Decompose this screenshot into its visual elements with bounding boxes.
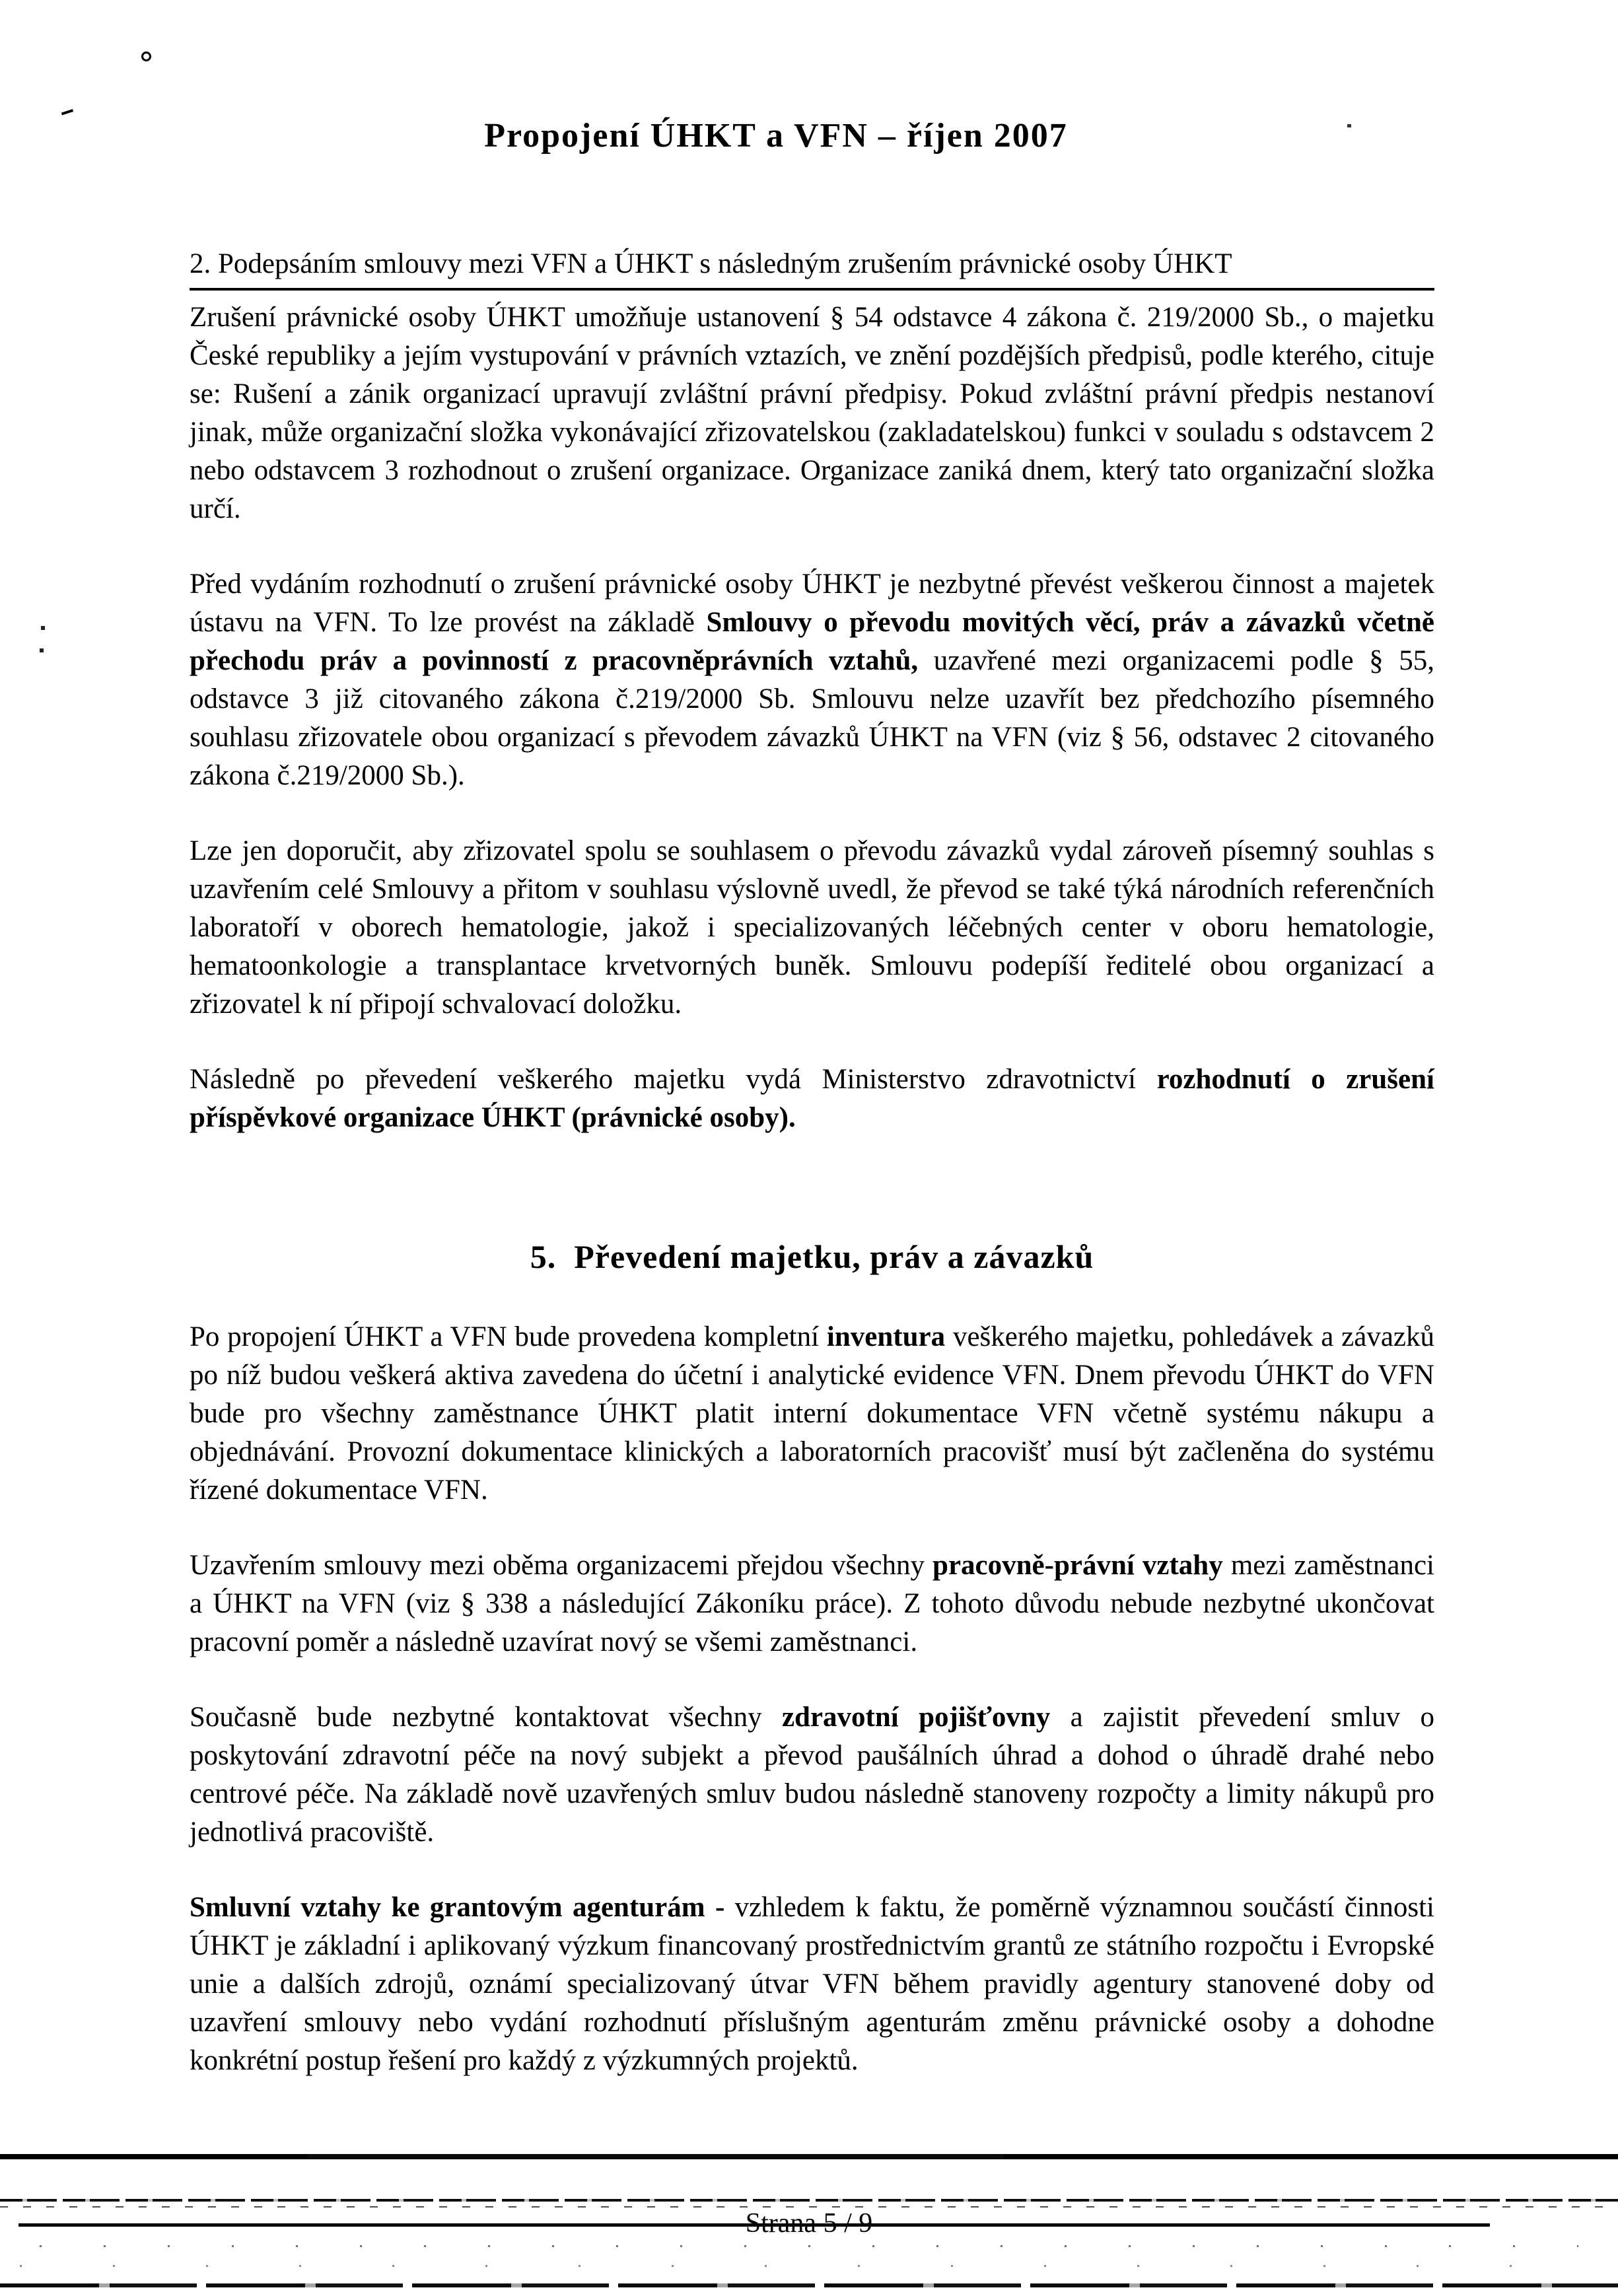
bold-text-segment: pracovně-právní vztahy (932, 1550, 1223, 1581)
text-segment: a zajistit převedení smluv o poskytování zdravotní péče na nový subjekt a převod paušálních úhrad a dohod o úhradě drahé nebo centrové péče. Na základě nově uzavřených smluv budou následně stanoveny rozpočty a limity nákupů pro jednotlivá pracoviště. (190, 1702, 1435, 1848)
document-body (190, 246, 1434, 2080)
paragraph-pracovne-pravni-vztahy (190, 1547, 1434, 1661)
bold-text-segment: rozhodnutí o zrušení příspěvkové organizace ÚHKT (právnické osoby). (190, 1064, 1434, 1133)
scan-noise-band-bottom (0, 2283, 1618, 2287)
text-segment: veškerého majetku, pohledávek a závazků po níž budou veškerá aktiva zavedena do účetní i analytické evidence VFN. Dnem převodu ÚHKT do VFN bude pro všechny zaměstnance ÚHKT platit interní dokumentace VFN včetně systému nákupu a objednávání. Provozní dokumentace klinických a laboratorních pracovišť musí být začleněna do systému řízené dokumentace VFN. (190, 1321, 1434, 1506)
paragraph-rozhodnuti-o-zruseni (190, 1061, 1434, 1137)
paragraph-prevod-cinnosti-a-majetku (190, 565, 1434, 795)
paragraph-inventura (190, 1318, 1434, 1510)
paragraph-doporuceni-zrizovateli (190, 832, 1434, 1024)
text-segment: uzavřené mezi organizacemi podle § 55, odstavce 3 již citovaného zákona č.219/2000 Sb. Smlouvu nelze uzavřít bez předchozího písemného souhlasu zřizovatele obou organizací s převodem závazků ÚHKT na VFN (viz § 56, odstavec 2 citovaného zákona č.219/2000 Sb.). (190, 645, 1434, 791)
scan-noise-dots (40, 2245, 1578, 2247)
text-segment: Uzavřením smlouvy mezi oběma organizacemi přejdou všechny (190, 1550, 933, 1581)
paragraph-grantove-agentury (190, 1889, 1434, 2080)
text-segment: mezi zaměstnanci a ÚHKT na VFN (viz § 338 a následující Zákoníku práce). Z tohoto důvodu nebude nezbytné ukončovat pracovní poměr a následně uzavírat nový se všemi zaměstnanci. (190, 1550, 1434, 1657)
scan-noise-band-top (0, 2199, 1618, 2202)
bold-text-segment: inventura (826, 1321, 946, 1352)
bold-text-segment: Smluvní vztahy ke grantovým agenturám - (190, 1892, 725, 1923)
paragraph-zdravotni-pojistovny (190, 1698, 1434, 1852)
clause-paragraphs (190, 298, 1434, 1137)
page-title: Propojení ÚHKT a VFN – říjen 2007 (484, 117, 1068, 155)
page-number-label: Strana 5 / 9 (745, 2208, 873, 2239)
scan-speck-ring (141, 52, 151, 61)
scan-noise-band-top (0, 2206, 1618, 2208)
scan-noise-dots (20, 2265, 1539, 2267)
text-segment: Lze jen doporučit, aby zřizovatel spolu se souhlasem o převodu závazků vydal zároveň písemný souhlas s uzavřením celé Smlouvy a přitom v souhlasu výslovně uvedl, že převod se také týká národních referenčních laboratoří v oborech hematologie, jakož i specializovaných léčebných center v oboru hematologie, hematoonkologie a transplantace krvetvorných buněk. Smlouvu podepíší ředitelé obou organizací a zřizovatel k ní připojí schvalovací doložku. (190, 835, 1434, 1020)
scan-speck-dot (41, 626, 45, 630)
clause-heading-underlined: 2. Podepsáním smlouvy mezi VFN a ÚHKT s následným zrušením právnické osoby ÚHKT (190, 246, 1434, 291)
text-segment: vzhledem k faktu, že poměrně významnou součástí činnosti ÚHKT je základní i aplikovaný výzkum financovaný prostřednictvím grantů ze státního rozpočtu i Evropské unie a dalších zdrojů, oznámí specializovaný útvar VFN během pravidly agentury stanovené doby od uzavření smlouvy nebo vydání rozhodnutí příslušným agenturám změnu právnické osoby a dohodne konkrétní postup řešení pro každý z výzkumných projektů. (190, 1892, 1434, 2076)
paragraph-zruseni-pravnicke-osoby (190, 298, 1434, 528)
scan-speck-dot (40, 648, 44, 652)
text-segment: Současně bude nezbytné kontaktovat všechny (190, 1702, 782, 1733)
scan-speck-tick (60, 105, 73, 115)
text-segment: Následně po převedení veškerého majetku vydá Ministerstvo zdravotnictví (190, 1064, 1157, 1095)
text-segment: Před vydáním rozhodnutí o zrušení právnické osoby ÚHKT je nezbytné převést veškerou činnost a majetek ústavu na VFN. To lze provést na základě (190, 569, 1434, 638)
text-segment: Po propojení ÚHKT a VFN bude provedena kompletní (190, 1321, 827, 1352)
bold-text-segment: Smlouvy o převodu movitých věcí, práv a závazků včetně přechodu práv a povinností z pracovněprávních vztahů, (190, 607, 1434, 676)
section-heading: 5. Převedení majetku, práv a závazků (530, 1238, 1094, 1275)
scan-rule-heavy (0, 2154, 1618, 2159)
section-paragraphs (190, 1318, 1434, 2080)
bold-text-segment: zdravotní pojišťovny (781, 1702, 1051, 1733)
text-segment: Zrušení právnické osoby ÚHKT umožňuje ustanovení § 54 odstavce 4 zákona č. 219/2000 Sb., o majetku České republiky a jejím vystupování v právních vztazích, ve znění pozdějších předpisů, podle kterého, cituje se: Rušení a zánik organizací upravují zvláštní právní předpisy. Pokud zvláštní právní předpis nestanoví jinak, může organizační složka vykonávající zřizovatelskou (zakladatelskou) funkci v souladu s odstavcem 2 nebo odstavcem 3 rozhodnout o zrušení organizace. Organizace zaniká dnem, který tato organizační složka určí. (190, 302, 1434, 524)
